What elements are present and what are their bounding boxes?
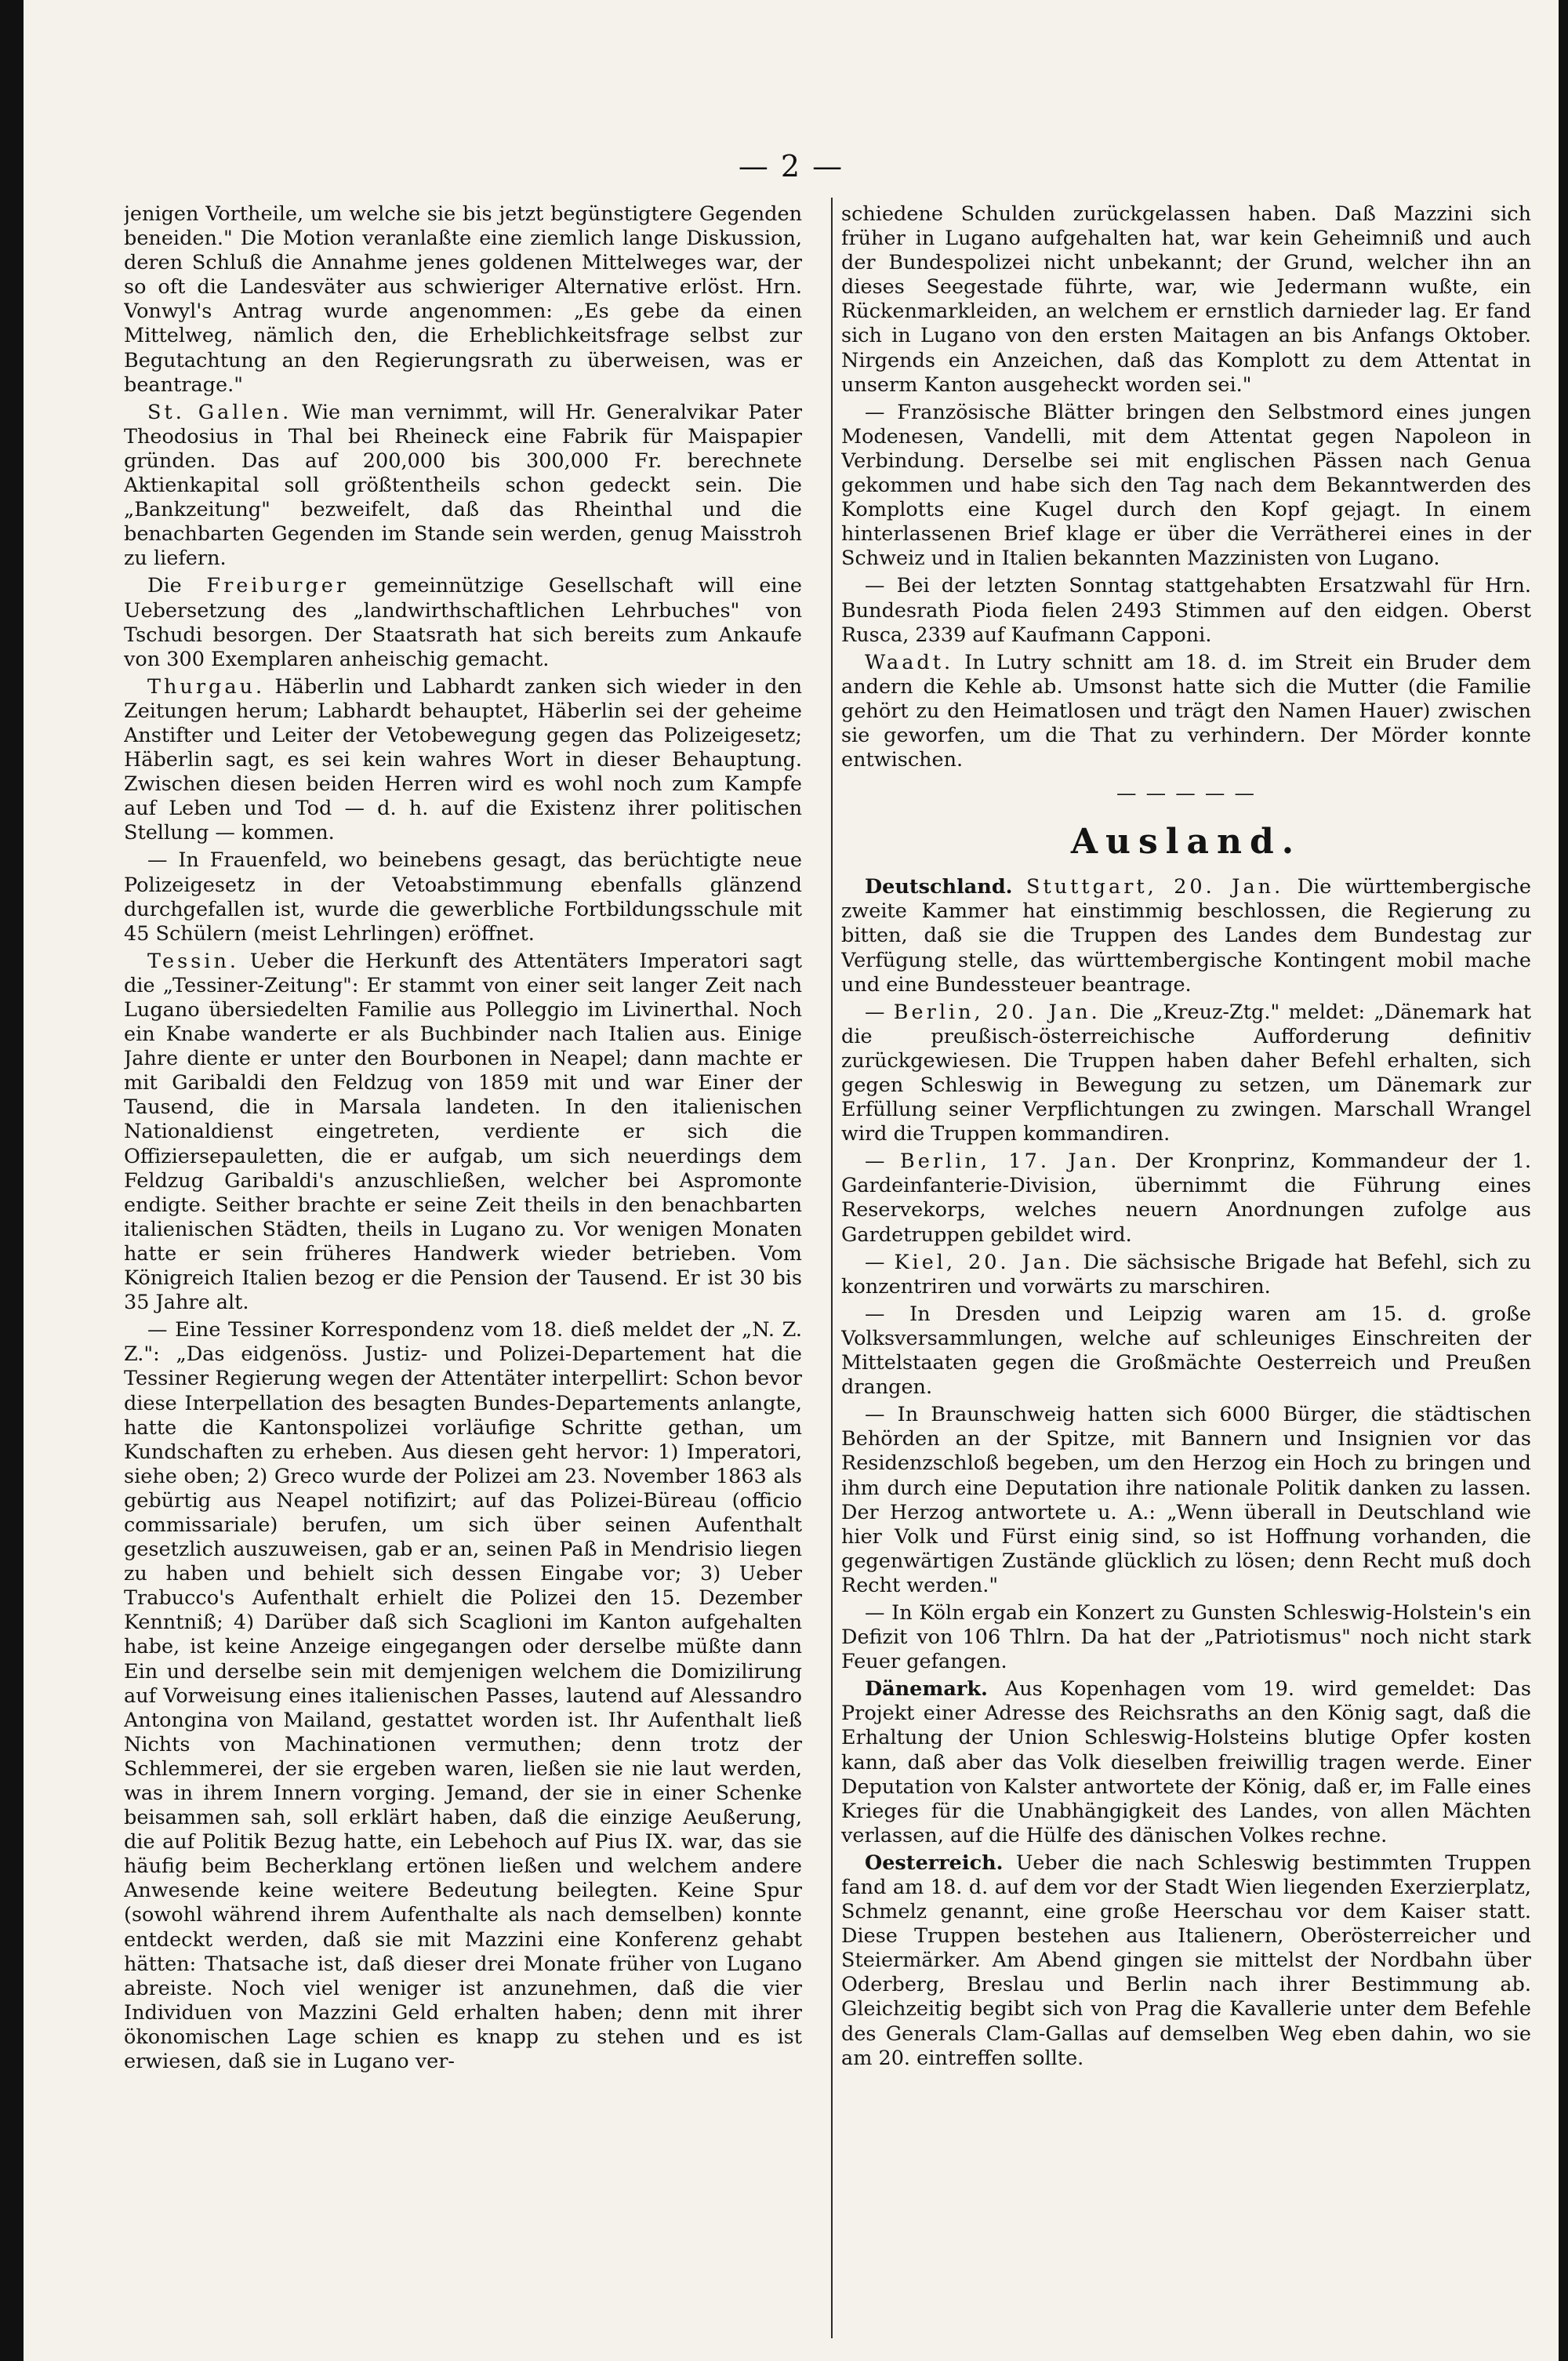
newspaper-page xyxy=(24,0,1559,2361)
paragraph-text: schiedene Schulden zurückgelassen haben. Daß Mazzini sich früher in Lugano aufgehalten hat, war kein Geheimniß und auch der Bundespolizei nicht unbekannt; der Grund, welcher ihn an dieses Seegestade führte, war, wie Jedermann wußte, ein Rückenmarkleiden, an welchem er ernstlich darnieder lag. Er fand sich in Lugano von den ersten Maitagen an bis Anfangs Oktober. Nirgends ein Anzeichen, daß das Komplott zu dem Attentat in unserm Kanton ausgeheckt worden sei." xyxy=(841,202,1531,397)
paragraph-text: Aus Kopenhagen vom 19. wird gemeldet: Das Projekt einer Adresse des Reichsraths an den König sagt, daß die Erhaltung der Union Schleswig-Holsteins blutige Opfer kosten kann, daß aber das Volk dieselben freiwillig tragen werde. Einer Deputation von Kalster antwortete der König, daß er, im Falle eines Krieges für die Unabhängigkeit des Landes, von allen Mächten verlassen, auf die Hülfe des dänischen Volkes rechne. xyxy=(841,1677,1531,1847)
paragraph-text: — In Dresden und Leipzig waren am 15. d. große Volksversammlungen, welche auf schleuniges Einschreiten der Mittelstaaten gegen die Großmächte Oesterreich und Preußen drangen. xyxy=(841,1302,1531,1400)
article-paragraph xyxy=(124,202,802,398)
article-paragraph xyxy=(841,1851,1531,2071)
paragraph-text: In Lutry schnitt am 18. d. im Streit ein Bruder dem andern die Kehle ab. Umsonst hatte sich die Mutter (die Familie gehört zu den Heimatlosen und trägt den Namen Hauer) zwischen sie geworfen, um die That zu verhindern. Der Mörder konnte entwischen. xyxy=(841,650,1531,772)
paragraph-text: — Bei der letzten Sonntag stattgehabten Ersatzwahl für Hrn. Bundesrath Pioda fielen 2493 Stimmen auf den eidgen. Oberst Rusca, 2339 auf Kaufmann Capponi. xyxy=(841,574,1531,647)
article-paragraph xyxy=(841,1677,1531,1848)
article-paragraph xyxy=(841,401,1531,572)
paragraph-text: — Französische Blätter bringen den Selbstmord eines jungen Modenesen, Vandelli, mit dem Attentat gegen Napoleon in Verbindung. Derselbe sei mit englischen Pässen nach Genua gekommen und habe sich den Tag nach dem Bekanntwerden des Komplotts eine Kugel durch den Kopf gejagt. In einem hinterlassenen Brief klage er über die Verrätherei eines in der Schweiz und in Italien bekannten Mazzinisten von Lugano. xyxy=(841,400,1531,571)
paragraph-lead: — xyxy=(865,1150,885,1174)
article-paragraph xyxy=(124,675,802,846)
paragraph-text: jenigen Vortheile, um welche sie bis jetzt begünstigtere Gegenden beneiden." Die Motion veranlaßte eine ziemlich lange Diskussion, deren Schluß die Annahme jenes goldenen Mittelweges war, der so oft die Landesväter aus schwieriger Alternative erlöst. Hrn. Vonwyl's Antrag wurde angenommen: „Es gebe da einen Mittelweg, nämlich den, die Erheblichkeitsfrage selbst zur Begutachtung an den Regierungsrath zu überweisen, was er beantrage." xyxy=(124,202,802,397)
article-paragraph xyxy=(124,574,802,671)
article-paragraph xyxy=(841,1150,1531,1247)
article-paragraph xyxy=(841,875,1531,997)
article-paragraph xyxy=(124,950,802,1315)
paragraph-text: — In Köln ergab ein Konzert zu Gunsten Schleswig-Holstein's ein Defizit von 106 Thlrn. Da hat der „Patriotismus" noch nicht stark Feuer gefangen. xyxy=(841,1600,1531,1674)
paragraph-lead: — xyxy=(865,1250,885,1274)
article-paragraph xyxy=(841,651,1531,772)
paragraph-text: Der Kronprinz, Kommandeur der 1. Gardeinfanterie-Division, übernimmt die Führung eines Reservekorps, welches neuern Anordnungen zufolge aus Gardetruppen gebildet wird. xyxy=(841,1150,1531,1247)
article-paragraph xyxy=(841,1001,1531,1147)
place-name: Waadt. xyxy=(865,650,954,674)
article-paragraph xyxy=(124,848,802,946)
paragraph-text: Ueber die Herkunft des Attentäters Imperatori sagt die „Tessiner-Zeitung": Er stammt von einer seit langer Zeit nach Lugano übersiedelten Familie aus Polleggio im Livinerthal. Noch ein Knabe wanderte er als Buchbinder nach Italien aus. Einige Jahre diente er unter den Bourbonen in Neapel; dann machte er mit Garibaldi den Feldzug von 1859 mit und war Einer der Tausend, die in Marsala landeten. In den italienischen Nationaldienst eingetreten, verdiente er sich die Offiziersepauletten, die er aufgab, um sich neuerdings dem Feldzug Garibaldi's anzuschließen, welcher bei Aspromonte endigte. Seither brachte er seine Zeit theils in den benachbarten italienischen Städten, theils in Lugano zu. Vor wenigen Monaten hatte er sein früheres Handwerk wieder betrieben. Vom Königreich Italien bezog er die Pension der Tausend. Er ist 30 bis 35 Jahre alt. xyxy=(124,949,802,1315)
article-paragraph xyxy=(841,1251,1531,1299)
place-name: Kiel, 20. Jan. xyxy=(894,1250,1074,1274)
left-column xyxy=(124,202,802,2335)
paragraph-lead: Die xyxy=(147,574,182,598)
column-divider xyxy=(831,198,833,2338)
paragraph-text: Häberlin und Labhardt zanken sich wieder in den Zeitungen herum; Labhardt behauptet, Häberlin sei der geheime Anstifter und Leiter der Vetobewegung gegen das Polizeigesetz; Häberlin sagt, es sei kein wahres Wort in dieser Behauptung. Zwischen diesen beiden Herren wird es wohl noch zum Kampfe auf Leben und Tod — d. h. auf die Existenz ihrer politischen Stellung — kommen. xyxy=(124,674,802,845)
paragraph-text: Wie man vernimmt, will Hr. Generalvikar Pater Theodosius in Thal bei Rheineck eine Fabrik für Maispapier gründen. Das auf 200,000 bis 300,000 Fr. berechnete Aktienkapital soll größtentheils schon gedeckt sein. Die „Bankzeitung" bezweifelt, daß das Rheinthal und die benachbarten Gegenden im Stande sein werden, genug Maisstroh zu liefern. xyxy=(124,400,802,571)
paragraph-text: gemeinnützige Gesellschaft will eine Uebersetzung des „landwirthschaftlichen Lehrbuches" von Tschudi besorgen. Der Staatsrath hat sich bereits zum Ankaufe von 300 Exemplaren anheischig gemacht. xyxy=(124,574,802,671)
paragraph-text: Die sächsische Brigade hat Befehl, sich zu konzentriren und vorwärts zu marschiren. xyxy=(841,1250,1531,1299)
article-paragraph xyxy=(124,1318,802,2074)
page-number: — 2 — xyxy=(738,149,844,183)
right-column xyxy=(841,202,1531,2335)
place-name: Berlin, 17. Jan. xyxy=(900,1150,1120,1174)
country-heading: Oesterreich. xyxy=(865,1851,1004,1875)
paragraph-lead: — xyxy=(865,1000,885,1024)
paragraph-text: Ueber die nach Schleswig bestimmten Truppen fand am 18. d. auf dem vor der Stadt Wien liegenden Exerzierplatz, Schmelz genannt, eine große Heerschau vor dem Kaiser statt. Diese Truppen bestehen aus Italienern, Oberösterreicher und Steiermärker. Am Abend gingen sie mittelst der Nordbahn über Oderberg, Breslau und Berlin nach ihrer Bestimmung ab. Gleichzeitig begibt sich von Prag die Kavallerie unter dem Befehle des Generals Clam-Gallas auf demselben Weg eben dahin, wo sie am 20. eintreffen sollte. xyxy=(841,1851,1531,2070)
paragraph-text: — Eine Tessiner Korrespondenz vom 18. dieß meldet der „N. Z. Z.": „Das eidgenöss. Justiz- und Polizei-Departement hat die Tessiner Regierung wegen der Attentäter interpellirt: Schon bevor diese Interpellation des besagten Bundes-Departements anlangte, hatte die Kantonspolizei vorläufige Schritte gethan, um Kundschaften zu erheben. Aus diesen geht hervor: 1) Imperatori, siehe oben; 2) Greco wurde der Polizei am 23. November 1863 als gebürtig aus Neapel notifizirt; auf das Polizei-Büreau (officio commissariale) berufen, um sich über seinen Aufenthalt gesetzlich auszuweisen, gab er an, seinen Paß in Mendrisio liegen zu haben und behielt sich dessen Eingabe vor; 3) Ueber Trabucco's Aufenthalt erhielt die Polizei den 15. Dezember Kenntniß; 4) Darüber daß sich Scaglioni im Kanton aufgehalten habe, ist keine Anzeige eingegangen oder derselbe müßte dann Ein und derselbe sein mit demjenigen welchem die Domizilirung auf Vorweisung eines italienischen Passes, lautend auf Alessandro Antongina von Mailand, gestattet worden ist. Ihr Aufenthalt ließ Nichts von Machinationen vermuthen; denn trotz der Schlemmerei, der sie ergeben waren, ließen sie nie laut werden, was in ihrem Innern vorging. Jemand, der sie in einer Schenke beisammen sah, soll erklärt haben, daß die einzige Aeußerung, die auf Politik Bezug hatte, ein Lebehoch auf Pius IX. war, das sie häufig beim Becherklang ertönen ließen und welchem andere Anwesende keine weitere Bedeutung beilegten. Keine Spur (sowohl während ihrem Aufenthalte als nach demselben) konnte entdeckt werden, daß sie mit Mazzini eine Konferenz gehabt hätten: Thatsache ist, daß dieser drei Monate früher von Lugano abreiste. Noch viel weniger ist anzunehmen, daß die vier Individuen von Mazzini Geld erhalten haben; denn mit ihrer ökonomischen Lage schien es knapp zu stehen und es ist erwiesen, daß sie in Lugano ver- xyxy=(124,1318,802,2074)
article-paragraph xyxy=(841,1403,1531,1598)
place-name: Berlin, 20. Jan. xyxy=(893,1000,1101,1024)
paragraph-text: — In Braunschweig hatten sich 6000 Bürger, die städtischen Behörden an der Spitze, mit Bannern und Insignien vor das Residenzschloß begeben, um den Herzog ein Hoch zu bringen und ihm durch eine Deputation ihre nationale Politik danken zu lassen. Der Herzog antwortete u. A.: „Wenn überall in Deutschland wie hier Volk und Fürst einig sind, so ist Hoffnung vorhanden, die gegenwärtigen Zustände glücklich zu lösen; denn Recht muß doch Recht werden." xyxy=(841,1403,1531,1597)
paragraph-text: Die württembergische zweite Kammer hat einstimmig beschlossen, die Regierung zu bitten, daß sie die Truppen des Landes dem Bundestag zur Verfügung stelle, das württembergische Kontingent mobil mache und eine Bundessteuer beantrage. xyxy=(841,875,1531,997)
article-paragraph xyxy=(841,1302,1531,1400)
paragraph-text: Die „Kreuz-Ztg." meldet: „Dänemark hat die preußisch-österreichische Aufforderung definitiv zurückgewiesen. Die Truppen haben daher Befehl erhalten, sich gegen Schleswig in Bewegung zu setzen, um Dänemark zur Erfüllung seiner Verpflichtungen zu zwingen. Marschall Wrangel wird die Truppen kommandiren. xyxy=(841,1000,1531,1146)
place-name: Freiburger xyxy=(206,574,350,598)
right-column-top xyxy=(841,202,1531,772)
right-column-bottom xyxy=(841,875,1531,2071)
country-heading: Dänemark. xyxy=(865,1677,988,1702)
place-name: Thurgau. xyxy=(147,674,266,699)
section-heading: Ausland. xyxy=(1070,822,1302,863)
paragraph-text: — In Frauenfeld, wo beinebens gesagt, das berüchtigte neue Polizeigesetz in der Vetoabstimmung ebenfalls glänzend durchgefallen ist, wurde die gewerbliche Fortbildungsschule mit 45 Schülern (meist Lehrlingen) eröffnet. xyxy=(124,848,802,946)
section-divider: — — — — — xyxy=(1116,782,1256,806)
article-paragraph xyxy=(841,1601,1531,1674)
place-name: Tessin. xyxy=(147,949,239,973)
place-name: Stuttgart, 20. Jan. xyxy=(1026,875,1284,899)
place-name: St. Gallen. xyxy=(147,400,292,424)
article-paragraph xyxy=(841,574,1531,647)
country-heading: Deutschland. xyxy=(865,875,1013,899)
article-paragraph xyxy=(124,401,802,572)
article-paragraph xyxy=(841,202,1531,398)
